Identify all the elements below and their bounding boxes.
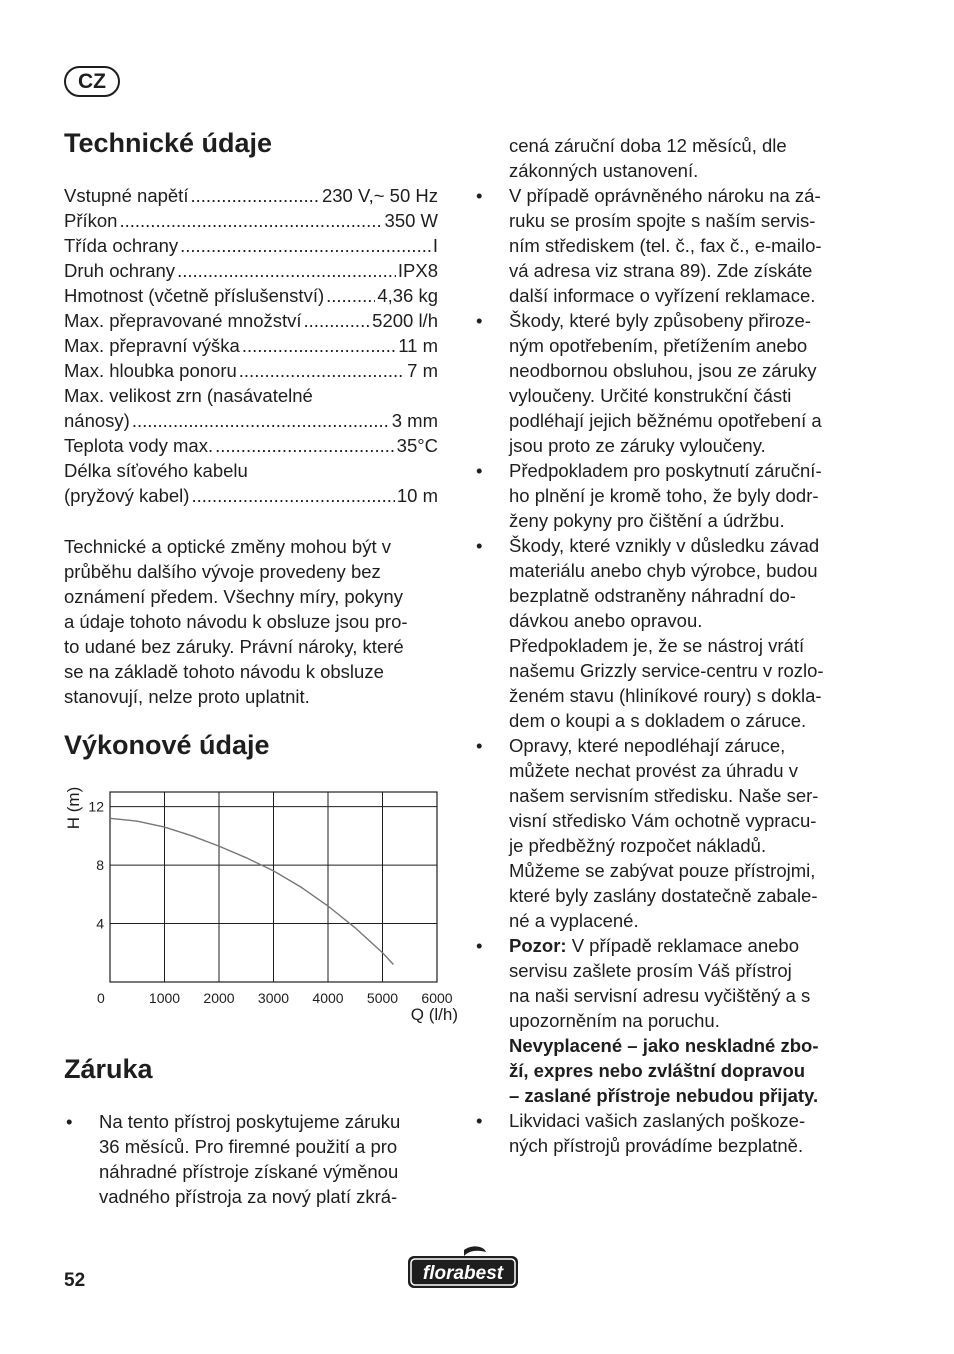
x-tick-label: 2000 xyxy=(203,990,235,1006)
y-axis-label: H (m) xyxy=(64,786,83,830)
spec-label: Třída ochrany xyxy=(64,235,179,256)
spec-row xyxy=(64,233,438,258)
bullet-line: ných přístrojů provádíme bezplatně. xyxy=(509,1135,804,1156)
bullet-line: můžete nechat provést za úhradu v xyxy=(509,760,798,781)
spec-label: Max. hloubka ponoru xyxy=(64,360,237,381)
bullet-line: které byly zaslány dostatečně zabale- xyxy=(509,885,818,906)
note-line: stanovují, nelze proto uplatnit. xyxy=(64,686,310,707)
bullet-line: Likvidaci vašich zaslaných poškoze- xyxy=(509,1110,806,1131)
x-tick-label: 4000 xyxy=(312,990,344,1006)
bullet-line: V případě oprávněného nároku na zá- xyxy=(509,185,821,206)
spec-value: 230 V,~ 50 Hz xyxy=(321,185,438,206)
warranty-bullet xyxy=(474,1108,874,1158)
spec-value: I xyxy=(432,235,438,256)
bullet-line: né a vyplacené. xyxy=(509,910,639,931)
spec-dots xyxy=(177,258,396,283)
bullet-line: dem o koupi a s dokladem o záruce. xyxy=(509,710,807,731)
bullet-line: servisu zašlete prosím Váš přístroj xyxy=(509,960,792,981)
bullet-line: bezplatně odstraněny náhradní do- xyxy=(509,585,796,606)
bullet-line: materiálu anebo chyb výrobce, budou xyxy=(509,560,818,581)
bullet-line xyxy=(509,933,874,958)
y-tick-label: 4 xyxy=(96,915,104,932)
spec-label: Max. přepravované množství xyxy=(64,310,302,331)
warranty-right-list xyxy=(474,133,874,1158)
warranty-title: Záruka xyxy=(64,1054,153,1084)
spec-value: 350 W xyxy=(384,210,438,231)
tech-note xyxy=(64,534,408,709)
spec-dots xyxy=(180,233,431,258)
warranty-bullet xyxy=(474,533,874,733)
bullet-line: zákonných ustanovení. xyxy=(509,160,699,181)
spec-label: (pryžový kabel) xyxy=(64,485,190,506)
series-line xyxy=(110,818,393,964)
performance-title: Výkonové údaje xyxy=(64,730,270,760)
bullet-dot: • xyxy=(476,935,483,956)
spec-dots xyxy=(191,483,394,508)
bullet-line: ženém stavu (hliníkové roury) s dokla- xyxy=(509,685,822,706)
x-tick-label: 5000 xyxy=(366,990,399,1006)
bullet-line: Opravy, které nepodléhají záruce, xyxy=(509,735,786,756)
spec-label: nánosy) xyxy=(64,410,130,431)
spec-row xyxy=(64,408,438,433)
warranty-bullet xyxy=(474,733,874,933)
spec-dots xyxy=(215,433,395,458)
note-line: to udané bez záruky. Právní nároky, které xyxy=(64,636,404,657)
spec-label: Max. velikost zrn (nasávatelné xyxy=(64,385,313,406)
spec-row xyxy=(64,358,438,383)
bullet-dot: • xyxy=(476,310,483,331)
spec-value: 5200 l/h xyxy=(372,310,438,331)
spec-dots xyxy=(239,358,405,383)
spec-dots xyxy=(132,408,390,433)
bullet-line: ruku se prosím spojte s naším servis- xyxy=(509,210,816,231)
warranty-bullet xyxy=(474,458,874,533)
bullet-line: vadného přístroja za nový platí zkrá- xyxy=(99,1186,398,1207)
bullet-line: vyloučeny. Určité konstrukční části xyxy=(509,385,792,406)
bullet-line: Na tento přístroj poskytujeme záruku xyxy=(99,1111,401,1132)
spec-label: Druh ochrany xyxy=(64,260,176,281)
spec-label: Max. přepravní výška xyxy=(64,335,240,356)
spec-value: 11 m xyxy=(398,335,438,356)
spec-dots xyxy=(190,183,319,208)
warranty-bullet-pozor xyxy=(474,933,874,1108)
bullet-line: náhradné přístroje získané výměnou xyxy=(99,1161,399,1182)
bullet-line: našemu Grizzly service-centru v rozlo- xyxy=(509,660,824,681)
bullet-dot: • xyxy=(476,185,483,206)
x-tick-label: 6000 xyxy=(421,990,453,1006)
spec-value: 3 mm xyxy=(391,410,438,431)
bullet-line: na naši servisní adresu vyčištěný a s xyxy=(509,985,811,1006)
bullet-line: 36 měsíců. Pro firemné použití a pro xyxy=(99,1136,398,1157)
bullet-dot: • xyxy=(476,460,483,481)
spec-table xyxy=(64,183,438,508)
bullet-line: našem servisním středisku. Naše ser- xyxy=(509,785,819,806)
spec-dots xyxy=(119,208,382,233)
spec-row xyxy=(64,308,438,333)
bullet-line: ženy pokyny pro čištění a údržbu. xyxy=(509,510,785,531)
bold-line: – zaslané přístroje nebudou přijaty. xyxy=(509,1085,819,1106)
bullet-dot: • xyxy=(476,535,483,556)
spec-value: 7 m xyxy=(407,360,438,381)
y-tick-label: 12 xyxy=(88,798,104,815)
spec-value: 4,36 kg xyxy=(377,285,438,306)
bullet-line: vá adresa viz strana 89). Zde získáte xyxy=(509,260,813,281)
bullet-line: upozorněním na poruchu. xyxy=(509,1010,720,1031)
note-line: oznámení předem. Všechny míry, pokyny xyxy=(64,586,403,607)
bullet-line: Škody, které vznikly v důsledku závad xyxy=(509,535,820,556)
spec-label: Příkon xyxy=(64,210,118,231)
bullet-dot: • xyxy=(66,1111,73,1132)
spec-row xyxy=(64,183,438,208)
spec-dots xyxy=(304,308,371,333)
bullet-line: cená záruční doba 12 měsíců, dle xyxy=(509,135,787,156)
bullet-line: ným opotřebením, přetížením anebo xyxy=(509,335,808,356)
tech-title: Technické údaje xyxy=(64,128,273,158)
x-tick-label: 3000 xyxy=(257,990,290,1006)
x-tick-label: 1000 xyxy=(148,990,181,1006)
spec-row xyxy=(64,458,438,483)
spec-row xyxy=(64,383,438,408)
spec-label: Vstupné napětí xyxy=(64,185,189,206)
spec-row xyxy=(64,208,438,233)
note-line: Technické a optické změny mohou být v xyxy=(64,536,391,557)
spec-dots xyxy=(242,333,396,358)
spec-value: IPX8 xyxy=(397,260,438,281)
bullet-line: Můžeme se zabývat pouze přístrojmi, xyxy=(509,860,816,881)
spec-row xyxy=(64,283,438,308)
spec-value: 35°C xyxy=(396,435,438,456)
spec-row xyxy=(64,433,438,458)
page-number: 52 xyxy=(64,1270,86,1291)
bullet-line: neodbornou obsluhou, jsou ze záruky xyxy=(509,360,817,381)
spec-value: 10 m xyxy=(396,485,438,506)
language-badge: CZ xyxy=(64,66,120,97)
bullet-line: Předpokladem je, že se nástroj vrátí xyxy=(509,635,805,656)
warranty-continuation xyxy=(474,133,874,183)
bold-line: ží, expres nebo zvláštní dopravou xyxy=(509,1060,806,1081)
bold-line: Nevyplacené – jako neskladné zbo- xyxy=(509,1035,819,1056)
spec-row xyxy=(64,483,438,508)
spec-label: Teplota vody max. xyxy=(64,435,214,456)
y-tick-label: 8 xyxy=(96,857,104,874)
spec-dots xyxy=(326,283,375,308)
bullet-line: ho plnění je kromě toho, že byly dodr- xyxy=(509,485,819,506)
logo-text: florabest xyxy=(422,1263,504,1284)
pozor-label: Pozor: xyxy=(509,935,567,956)
spec-row xyxy=(64,258,438,283)
warranty-bullet xyxy=(64,1109,444,1209)
warranty-bullet xyxy=(474,183,874,308)
bullet-dot: • xyxy=(476,1110,483,1131)
note-line: a údaje tohoto návodu k obsluze jsou pro- xyxy=(64,611,408,632)
spec-row xyxy=(64,333,438,358)
florabest-logo xyxy=(406,1244,520,1292)
bullet-line: visní středisko Vám ochotně vypracu- xyxy=(509,810,817,831)
bullet-line: je předběžný rozpočet nákladů. xyxy=(509,835,767,856)
bullet-line: dávkou anebo opravou. xyxy=(509,610,703,631)
performance-chart xyxy=(60,778,460,1028)
pozor-text: V případě reklamace anebo xyxy=(566,935,799,956)
bullet-line: jsou proto ze záruky vyloučeny. xyxy=(509,435,766,456)
bullet-dot: • xyxy=(476,735,483,756)
spec-label: Hmotnost (včetně příslušenství) xyxy=(64,285,325,306)
warranty-bullet xyxy=(474,308,874,458)
bullet-line: ním střediskem (tel. č., fax č., e-mailo- xyxy=(509,235,822,256)
x-axis-label: Q (l/h) xyxy=(410,1005,458,1024)
bullet-line: Škody, které byly způsobeny přiroze- xyxy=(509,310,811,331)
spec-label: Délka síťového kabelu xyxy=(64,460,248,481)
warranty-left-list xyxy=(64,1109,444,1209)
note-line: se na základě tohoto návodu k obsluze xyxy=(64,661,384,682)
x-tick-label: 0 xyxy=(97,990,105,1006)
bullet-line: Předpokladem pro poskytnutí záruční- xyxy=(509,460,822,481)
bullet-line: podléhají jejich běžnému opotřebení a xyxy=(509,410,822,431)
bullet-line: další informace o vyřízení reklamace. xyxy=(509,285,816,306)
note-line: průběhu dalšího vývoje provedeny bez xyxy=(64,561,381,582)
